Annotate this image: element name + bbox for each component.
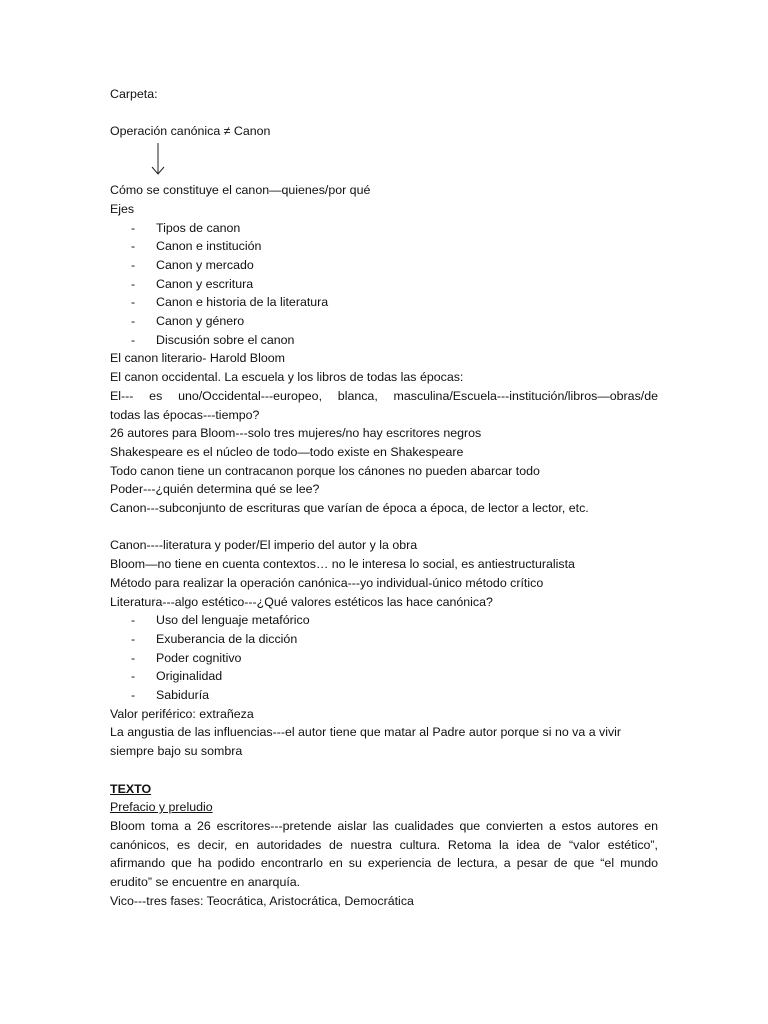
ejes-list	[110, 219, 658, 350]
list-item	[110, 312, 658, 331]
list-item-text: Canon e institución	[156, 239, 262, 254]
down-arrow-icon	[110, 141, 658, 181]
angustia-line-2: siempre bajo su sombra	[110, 744, 243, 759]
list-item	[110, 611, 658, 630]
literatura-line: Literatura---algo estético---¿Qué valores estéticos las hace canónica?	[110, 594, 493, 609]
list-item	[110, 293, 658, 312]
paragraph-line-3: afirmando que ha podido encontrarlo en su experiencia de lectura, a pesar de que “el mundo	[110, 856, 658, 871]
dash-bullet: -	[131, 650, 136, 665]
dash-bullet: -	[131, 669, 136, 684]
canon-occidental-line: El canon occidental. La escuela y los libros de todas las épocas:	[110, 370, 464, 385]
ejes-heading: Ejes	[110, 201, 135, 216]
poder-line: Poder---¿quién determina qué se lee?	[110, 482, 320, 497]
paragraph-line-4: erudito” se encuentre en anarquía.	[110, 875, 301, 890]
list-item-text: Canon y mercado	[156, 257, 254, 272]
subconjunto-line: Canon---subconjunto de escrituras que varían de época a época, de lector a lector, etc.	[110, 501, 589, 516]
carpeta-heading: Carpeta:	[110, 87, 158, 101]
todas-epocas-line: todas las épocas---tiempo?	[110, 407, 260, 422]
dash-bullet: -	[131, 220, 136, 235]
texto-heading: TEXTO	[110, 781, 152, 796]
list-item-text: Tipos de canon	[156, 220, 241, 235]
list-item-text: Poder cognitivo	[156, 650, 242, 665]
angustia-line-1: La angustia de las influencias---el autor tiene que matar al Padre autor porque si no va a vivir	[110, 725, 622, 740]
autores-line: 26 autores para Bloom---solo tres mujeres/no hay escritores negros	[110, 426, 482, 441]
el-uno-line: El--- es uno/Occidental---europeo, blanca, masculina/Escuela---institución/libros—obras/de	[110, 388, 658, 403]
paragraph-line-2: canónicos, es decir, en autoridades de nuestra cultura. Retoma la idea de “valor estético”,	[110, 837, 658, 852]
vico-line: Vico---tres fases: Teocrática, Aristocrática, Democrática	[110, 893, 414, 908]
dash-bullet: -	[131, 257, 136, 272]
list-item	[110, 275, 658, 294]
valores-list	[110, 611, 658, 705]
operacion-canonica-line: Operación canónica ≠ Canon	[110, 124, 271, 139]
dash-bullet: -	[131, 688, 136, 703]
paragraph-line-1: Bloom toma a 26 escritores---pretende aislar las cualidades que convierten a estos autores en	[110, 818, 658, 833]
contracanon-line: Todo canon tiene un contracanon porque los cánones no pueden abarcar todo	[110, 463, 540, 478]
list-item	[110, 667, 658, 686]
document-page	[110, 85, 658, 910]
list-item-text: Sabiduría	[156, 688, 210, 703]
list-item	[110, 256, 658, 275]
bloom-contextos-line: Bloom—no tiene en cuenta contextos… no le interesa lo social, es antiestructuralista	[110, 557, 575, 572]
dash-bullet: -	[131, 276, 136, 291]
list-item-text: Canon y género	[156, 314, 245, 329]
bloom-title-line: El canon literario- Harold Bloom	[110, 351, 285, 366]
list-item-text: Discusión sobre el canon	[156, 332, 295, 347]
list-item-text: Uso del lenguaje metafórico	[156, 613, 310, 628]
list-item	[110, 219, 658, 238]
list-item-text: Originalidad	[156, 669, 223, 684]
dash-bullet: -	[131, 314, 136, 329]
canon-literatura-line: Canon----literatura y poder/El imperio del autor y la obra	[110, 538, 418, 553]
list-item	[110, 649, 658, 668]
dash-bullet: -	[131, 332, 136, 347]
metodo-line: Método para realizar la operación canónica---yo individual-único método crítico	[110, 575, 544, 590]
dash-bullet: -	[131, 239, 136, 254]
prefacio-heading: Prefacio y preludio	[110, 800, 213, 815]
list-item-text: Exuberancia de la dicción	[156, 631, 298, 646]
list-item	[110, 630, 658, 649]
dash-bullet: -	[131, 631, 136, 646]
list-item	[110, 331, 658, 350]
dash-bullet: -	[131, 295, 136, 310]
list-item	[110, 686, 658, 705]
list-item-text: Canon y escritura	[156, 276, 254, 291]
como-constituye-line: Cómo se constituye el canon—quienes/por qué	[110, 183, 371, 198]
shakespeare-line: Shakespeare es el núcleo de todo—todo existe en Shakespeare	[110, 444, 464, 459]
list-item-text: Canon e historia de la literatura	[156, 295, 329, 310]
dash-bullet: -	[131, 613, 136, 628]
valor-periferico-line: Valor periférico: extrañeza	[110, 706, 254, 721]
list-item	[110, 237, 658, 256]
